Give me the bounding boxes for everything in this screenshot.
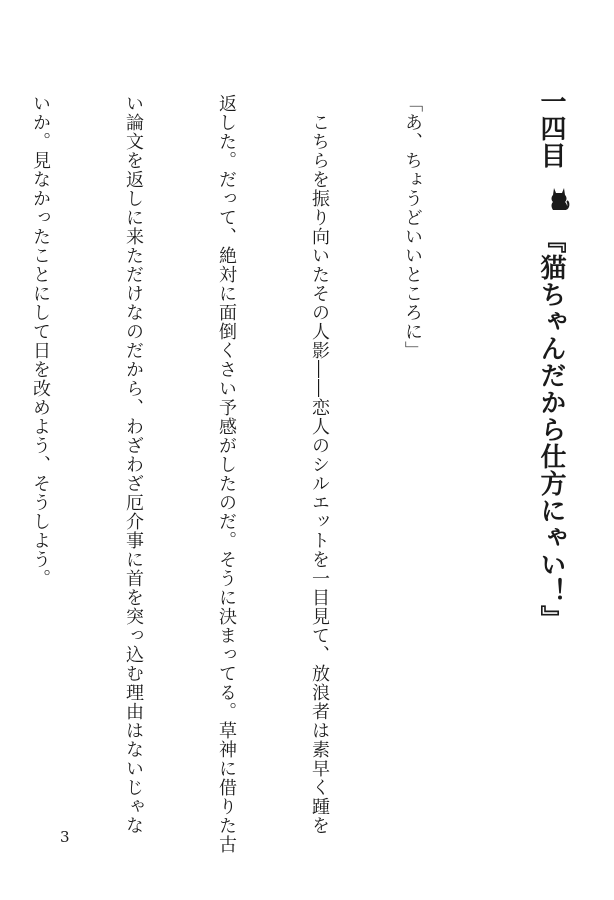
text-line-2: こちらを振り向いたその人影――恋人のシルエットを一目見て、放浪者は素早く踵を	[309, 94, 330, 835]
text-line-5: いか。見なかったことにして日を改めよう、そうしよう。	[30, 94, 51, 588]
chapter-heading	[526, 88, 576, 633]
text-line-4: い論文を返しに来ただけなのだから、わざわざ厄介事に首を突っ込む理由はないじゃな	[123, 94, 144, 835]
body-text	[0, 94, 490, 854]
text-line-3: 返した。だって、絶対に面倒くさい予感がしたのだ。そうに決まってる。草神に借りた古	[216, 94, 237, 854]
page-number: 3	[60, 828, 70, 846]
chapter-title: 『猫ちゃんだから仕方にゃい！』	[536, 227, 566, 633]
chapter-number: 一四目	[536, 88, 566, 169]
cat-silhouette-icon	[548, 185, 570, 211]
text-line-1: 「あ、ちょうどいいところに」	[402, 94, 423, 360]
